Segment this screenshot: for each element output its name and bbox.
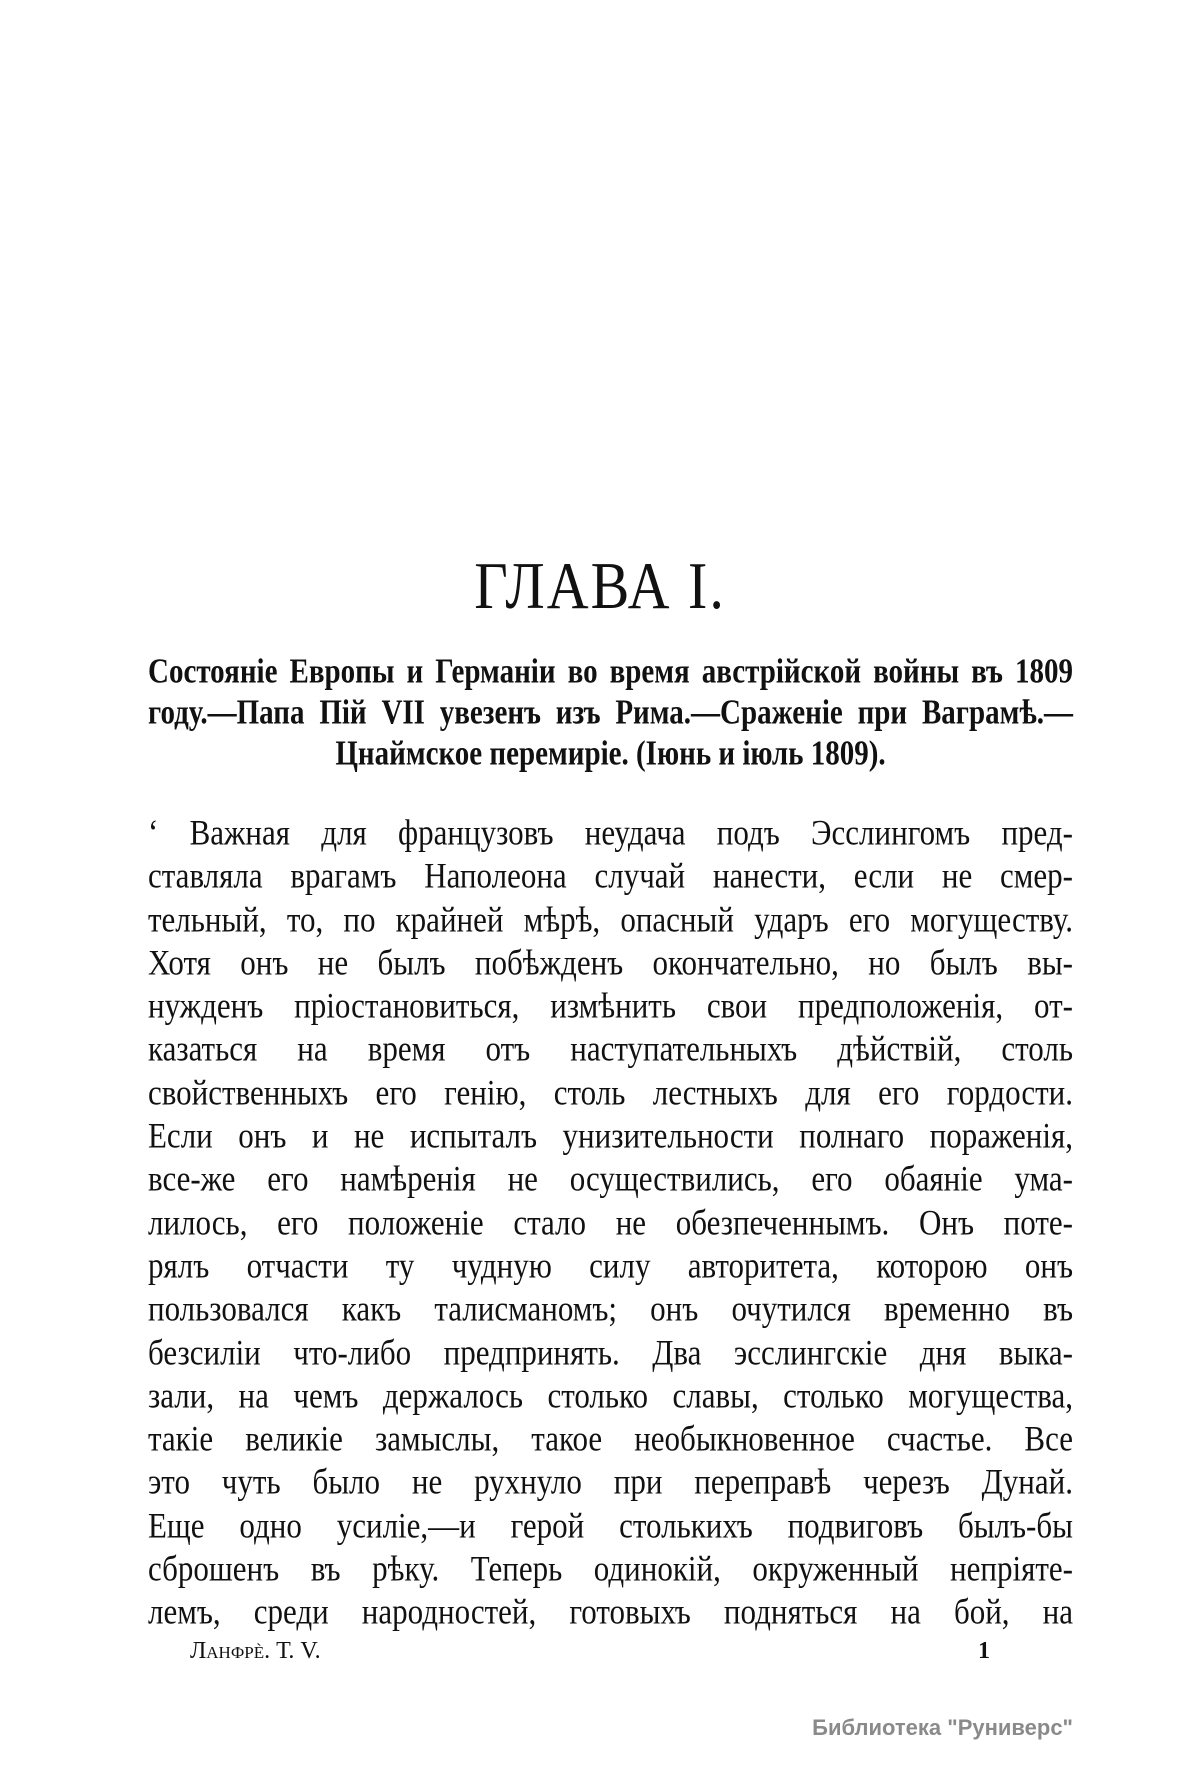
chapter-summary xyxy=(148,652,1073,775)
body-line: рялъ отчасти ту чудную силу авторитета, которою онъ xyxy=(148,1245,1073,1286)
library-watermark: Библиотека "Руниверс" xyxy=(812,1715,1073,1740)
summary-line: году.—Папа Пій VII увезенъ изъ Рима.—Сраженіе при Ваграмѣ.— xyxy=(148,693,1073,733)
body-line: все-же его намѣренія не осуществились, его обаяніе ума- xyxy=(148,1158,1073,1199)
body-line: лилось, его положеніе стало не обезпеченнымъ. Онъ поте- xyxy=(148,1202,1073,1243)
body-line: Если онъ и не испыталъ унизительности полнаго пораженія, xyxy=(148,1115,1073,1156)
body-line: лемъ, среди народностей, готовыхъ подняться на бой, на xyxy=(148,1591,1073,1632)
body-line: сброшенъ въ рѣку. Теперь одинокій, окруженный непріяте- xyxy=(148,1548,1073,1589)
body-line: безсиліи что-либо предпринять. Два эсслингскіе дня выка- xyxy=(148,1331,1073,1373)
chapter-title: ГЛАВА I. xyxy=(474,548,726,623)
body-line: свойственныхъ его генію, столь лестныхъ для его гордости. xyxy=(148,1072,1073,1113)
body-line: зали, на чемъ держалось столько славы, столько могущества, xyxy=(148,1375,1073,1416)
body-line: казаться на время отъ наступательныхъ дѣйствій, столь xyxy=(148,1028,1073,1070)
body-line: пользовался какъ талисманомъ; онъ очутился временно въ xyxy=(148,1288,1073,1329)
body-line: это чуть было не рухнуло при переправѣ черезъ Дунай. xyxy=(148,1461,1073,1503)
body-line: нужденъ пріостановиться, измѣнить свои предположенія, от- xyxy=(148,985,1073,1026)
footer-signature: Ланфрè. Т. V. xyxy=(190,1638,321,1664)
page-number: 1 xyxy=(978,1638,990,1664)
body-line: ставляла врагамъ Наполеона случай нанести, если не смер- xyxy=(148,855,1073,896)
body-line: Еще одно усиліе,—и герой столькихъ подвиговъ былъ-бы xyxy=(148,1505,1073,1546)
body-line: такіе великіе замыслы, такое необыкновенное счастье. Все xyxy=(148,1418,1073,1459)
body-text xyxy=(148,811,1073,1634)
body-line: тельный, то, по крайней мѣрѣ, опасный ударъ его могуществу. xyxy=(148,898,1073,940)
summary-line: Состояніе Европы и Германіи во время австрійской войны въ 1809 xyxy=(148,652,1073,692)
summary-line: Цнаймское перемиріе. (Іюнь и іюль 1809). xyxy=(335,734,886,774)
body-line: ‘ Важная для французовъ неудача подъ Эсслингомъ пред- xyxy=(148,812,1073,853)
body-line: Хотя онъ не былъ побѣжденъ окончательно, но былъ вы- xyxy=(148,942,1073,983)
